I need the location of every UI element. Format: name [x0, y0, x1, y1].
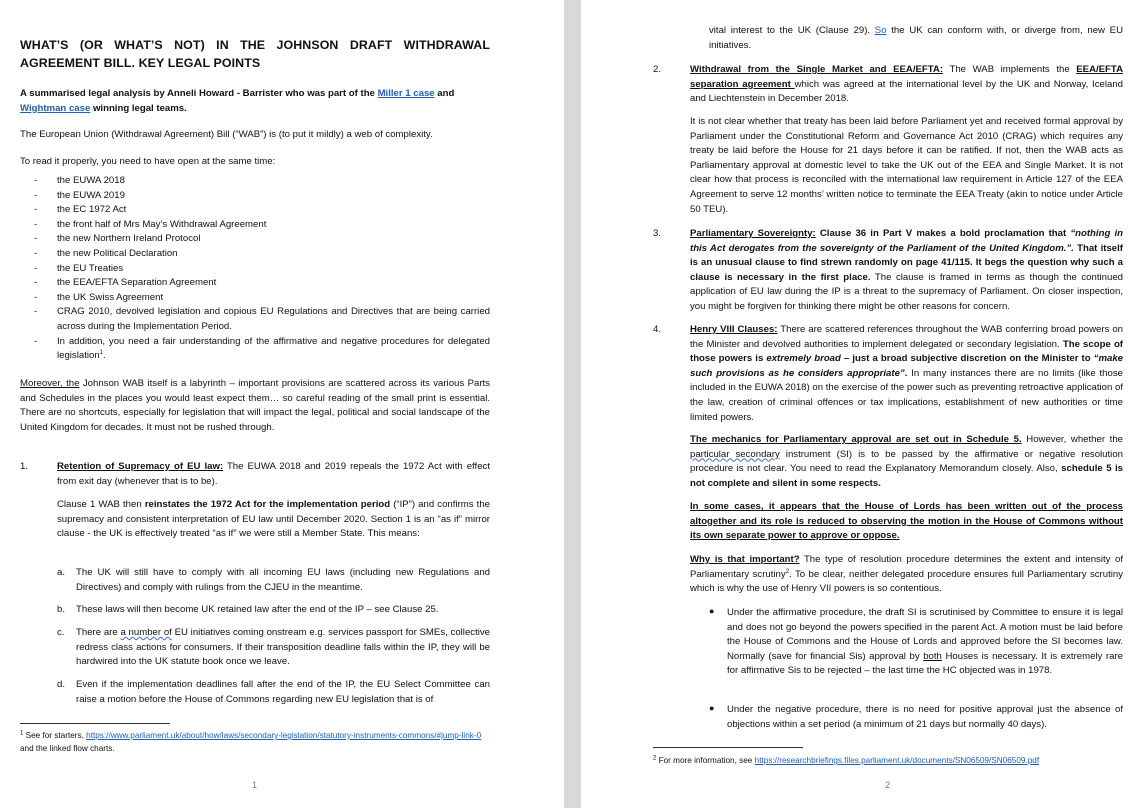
spelling-flag[interactable]: a number of	[120, 627, 172, 638]
byline: A summarised legal analysis by Anneli Howard - Barrister who was part of the Miller 1 case and Wightman case winning legal teams.	[20, 88, 455, 114]
item-d-text: Even if the implementation deadlines fall after the end of the IP, the EU Select Committee can raise a motion before the House of Commons regarding new EU legislation that is of	[76, 679, 490, 705]
required-documents-list	[20, 174, 490, 364]
section-3-paragraph: Parliamentary Sovereignty: Clause 36 in Part V makes a bold proclamation that “nothing in this Act derogates from the sovereignty of the Parliament of the United Kingdom.”. That itself is an unusual clause to find strewn randomly on page 41/115. It begs the question why such a clause is necessary in the first place. The clause is framed in terms as though the continued application of EU law during the IP is a threat to the supremacy of Parliament. On closer inspection, you might be forgiven for thinking there might be other reasons for concern.	[690, 228, 1123, 312]
section-2-paragraph: Withdrawal from the Single Market and EEA/EFTA: The WAB implements the EEA/EFTA separation agreement which was agreed at the international level by the UK and Norway, Iceland and Liechtenstein in December 2018.	[690, 64, 1123, 105]
section-number-1: 1.	[20, 461, 29, 472]
footnote-divider	[20, 723, 170, 724]
section-3-heading: Parliamentary Sovereignty:	[690, 228, 816, 239]
page-number-1: 1	[252, 780, 258, 790]
document-title: WHAT’S (OR WHAT’S NOT) IN THE JOHNSON DRAFT WITHDRAWAL AGREEMENT BILL. KEY LEGAL POINTS	[20, 38, 490, 70]
footnote-ref-2[interactable]: 2	[785, 568, 790, 575]
document-page-2	[581, 0, 1145, 808]
read-intro: To read it properly, you need to have open at the same time:	[20, 156, 276, 167]
item-label: d.	[57, 679, 66, 690]
footnote-ref-1[interactable]: 1	[99, 349, 104, 356]
list-item: - the front half of Mrs May’s Withdrawal Agreement	[20, 218, 490, 233]
page-number-2: 2	[885, 780, 891, 790]
list-item: - the UK Swiss Agreement	[20, 291, 490, 306]
why-important-heading: Why is that important?	[690, 554, 800, 565]
item-c-text: There are a number of EU initiatives coming onstream e.g. services passport for SMEs, collective redress class actions for consumers. If their transposition deadline falls within the IP, they will be hardwired into the UK statute book once we leave.	[76, 627, 491, 668]
footnote-1: $^1$ See for starters, https://www.parliament.uk/about/how/laws/secondary-legislation/statutory-instruments-commons/#jump-link-0 and the linked flow charts.	[20, 730, 482, 753]
intro-paragraph: The European Union (Withdrawal Agreement) Bill (“WAB”) is (to put it mildly) a web of complexity.	[20, 129, 433, 140]
section-4-paragraph: Henry VIII Clauses: There are scattered references throughout the WAB conferring broad powers on the Minister and devolved authorities to implement delegated or secondary legislation. The scope of those powers is extremely broad – just a broad subjective discretion on the Minister to “make such provisions as he considers appropriate”. In many instances there are no limits (like those included in the EUWA 2018) on the exercise of the power such as preventing retroactive application of the law, creation of criminal offences or tax implications, establishment of new authorities or time limited powers.	[690, 324, 1123, 423]
list-item: - the EU Treaties	[20, 262, 490, 277]
section-1-detail: Clause 1 WAB then reinstates the 1972 Act for the implementation period (“IP”) and confirms the supremacy and consistent interpretation of EU law until December 2020. Section 1 is an “as if” mirror clause - the UK is effectively treated “as if” we were still a Member State. This means:	[57, 499, 490, 540]
list-item: - In addition, you need a fair understanding of the affirmative and negative procedures for delegated legislation$^1$.	[20, 335, 490, 364]
why-important-paragraph: Why is that important? The type of resolution procedure determines the extent and intensity of Parliamentary scrutiny$^2$. To be clear, neither delegated procedure ensures full Parliamentary scrutiny which is why the use of Henry VII powers is so contentious.	[690, 554, 1123, 595]
footnote-2: $^2$ For more information, see https://researchbriefings.files.parliament.uk/documents/SN06509/SN06509.pdf	[653, 755, 1040, 765]
item-label: b.	[57, 604, 66, 615]
miller-case-link[interactable]: Miller 1 case	[377, 88, 435, 99]
document-page-1	[0, 0, 564, 808]
footnote-2-link[interactable]: https://researchbriefings.files.parliament.uk/documents/SN06509/SN06509.pdf	[754, 756, 1040, 765]
section-number-4: 4.	[653, 324, 662, 335]
mechanics-paragraph: The mechanics for Parliamentary approval are set out in Schedule 5. However, whether the particular secondary instrument (SI) is to be passed by the affirmative or negative resolution procedure is not clear. You need to read the Explanatory Memorandum closely. Also, schedule 5 is not complete and silent in some respects.	[690, 434, 1123, 489]
section-1-paragraph: Retention of Supremacy of EU law: The EUWA 2018 and 2019 repeals the 1972 Act with effect from exit day (whenever that is to be).	[57, 461, 490, 487]
mechanics-heading: The mechanics for Parliamentary approval are set out in Schedule 5.	[690, 434, 1022, 445]
footnote-1-link[interactable]: https://www.parliament.uk/about/how/laws/secondary-legislation/statutory-instruments-commons/#jump-link-0	[86, 731, 482, 740]
house-of-lords-paragraph: In some cases, it appears that the House of Lords has been written out of the process altogether and its role is reduced to observing the motion in the House of Commons without its own separate power to approve or oppose.	[690, 501, 1123, 542]
list-item: - the EEA/EFTA Separation Agreement	[20, 276, 490, 291]
section-number-3: 3.	[653, 228, 662, 239]
footnote-divider	[653, 747, 803, 748]
continuation-paragraph: vital interest to the UK (Clause 29). So the UK can conform with, or diverge from, new EU initiatives.	[709, 25, 1123, 51]
list-item: - the EUWA 2019	[20, 189, 490, 204]
affirmative-procedure-bullet: Under the affirmative procedure, the draft SI is scrutinised by Committee to ensure it is legal and does not go beyond the powers specified in the parent Act. A motion must be laid before the House of Commons and the House of Lords and approved before the SI becomes law. Normally (save for financial Sis) approval by both Houses is necessary. It is extremely rare for affirmative Sis to be rejected – the last time the HC objected was in 1978.	[727, 607, 1123, 677]
wightman-case-link[interactable]: Wightman case	[20, 102, 91, 114]
list-item: - the EUWA 2018	[20, 174, 490, 189]
list-item: - the new Northern Ireland Protocol	[20, 232, 490, 247]
list-item: - CRAG 2010, devolved legislation and copious EU Regulations and Directives that are being carried across during the Implementation Period.	[20, 305, 490, 334]
item-label: a.	[57, 567, 66, 578]
section-2-detail: It is not clear whether that treaty has been laid before Parliament yet and received formal approval by Parliament under the Constitutional Reform and Governance Act 2010 (CRAG) which requires any treaty be laid before the House for 21 days before it can be ratified. If not, then the WAB acts as Parliamentary approval at domestic level to take the UK out of the EEA and Single Market. It is not clear how that process is reconciled with the international law requirement in Article 127 of the EEA Agreement to serve 12 months’ written notice to terminate the EEA Treaty (akin to notice under Article 50 TEU).	[690, 116, 1123, 215]
spelling-flag[interactable]: particular secondary	[690, 448, 780, 460]
list-item: - the EC 1972 Act	[20, 203, 490, 218]
bullet-icon: ●	[709, 606, 715, 616]
item-b-text: These laws will then become UK retained law after the end of the IP – see Clause 25.	[76, 604, 439, 615]
moreover-paragraph: Moreover, the Johnson WAB itself is a labyrinth – important provisions are scattered across its various Parts and Schedules in the places you would least expect them… so careful reading of the small print is essential. There are no shortcuts, especially for legislation that will impact the legal, political and social landscape of the United Kingdom for decades. It must not be rushed through.	[20, 378, 490, 433]
section-1-heading: Retention of Supremacy of EU law:	[57, 461, 224, 472]
negative-procedure-bullet: Under the negative procedure, there is no need for positive approval just the absence of objections within a set period (a minimum of 21 days but normally 40 days).	[727, 704, 1123, 730]
bullet-icon: ●	[709, 703, 715, 713]
section-number-2: 2.	[653, 64, 662, 75]
section-2-heading: Withdrawal from the Single Market and EEA/EFTA:	[690, 64, 944, 75]
list-item: - the new Political Declaration	[20, 247, 490, 262]
section-4-heading: Henry VIII Clauses:	[690, 324, 778, 335]
item-a-text: The UK will still have to comply with all incoming EU laws (including new Regulations and Directives) and comply with rulings from the CJEU in the meantime.	[76, 567, 490, 593]
item-label: c.	[57, 627, 65, 638]
